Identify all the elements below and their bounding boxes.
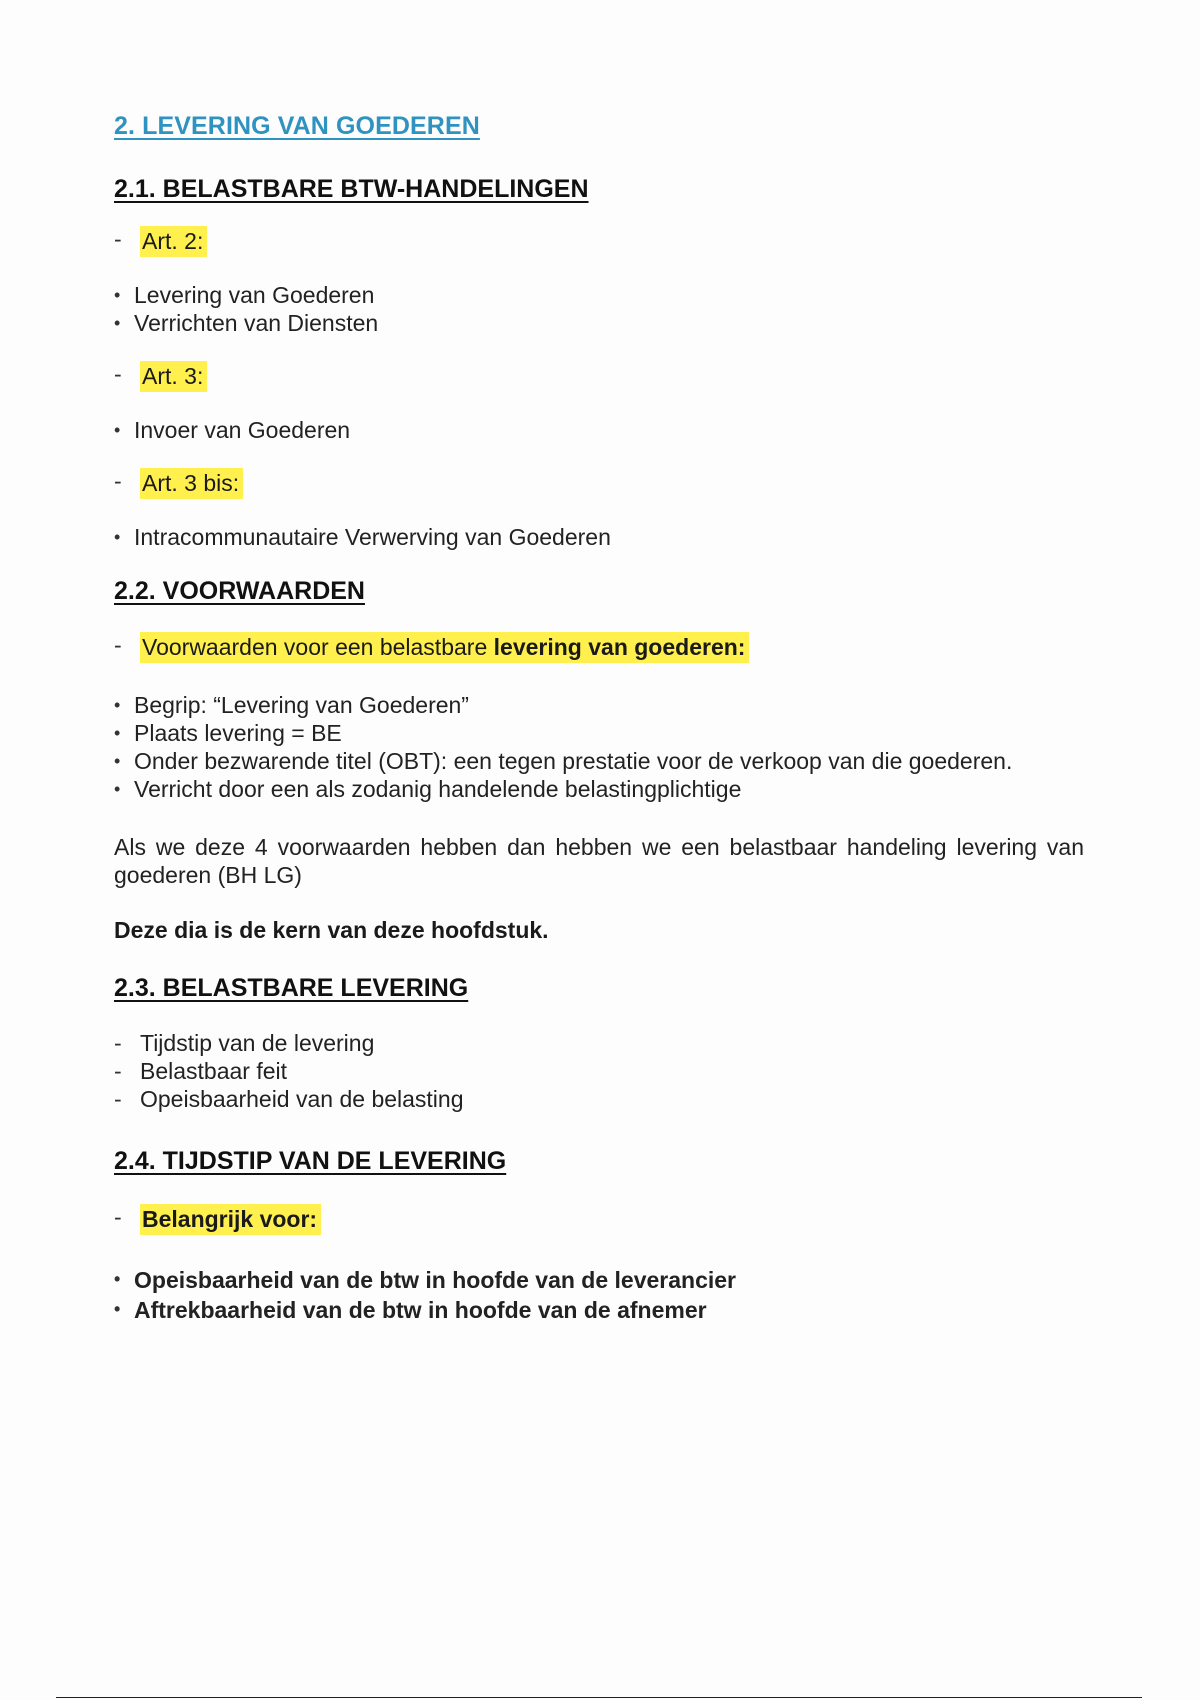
list-item: • Invoer van Goederen: [114, 417, 351, 443]
art-2-line: [114, 226, 1084, 257]
art-3-bis-line: [114, 468, 1084, 499]
dash-marker: -: [114, 468, 122, 494]
bullet-icon: •: [114, 1269, 121, 1289]
bullet-icon: •: [114, 695, 121, 715]
document-page: [114, 112, 1084, 1349]
kern-note: Deze dia is de kern van deze hoofdstuk.: [114, 917, 549, 943]
list-item: - Belastbaar feit: [114, 1058, 288, 1084]
list-item: • Levering van Goederen: [114, 282, 375, 308]
dash-marker: -: [114, 1058, 122, 1084]
dash-marker: -: [114, 1030, 122, 1056]
art-2-label: Art. 2:: [140, 226, 207, 257]
bullet-icon: •: [114, 527, 121, 547]
section-heading-voorwaarden: 2.2. VOORWAARDEN: [114, 577, 365, 605]
bullet-icon: •: [114, 285, 121, 305]
voorwaarden-list: [114, 691, 1084, 803]
bullet-icon: •: [114, 751, 121, 771]
list-item: • Begrip: “Levering van Goederen”: [114, 692, 469, 718]
dash-marker: -: [114, 1086, 122, 1112]
belangrijk-line: [114, 1204, 1084, 1235]
section-heading-belastbare-btw-handelingen: 2.1. BELASTBARE BTW-HANDELINGEN: [114, 175, 589, 203]
art-3-label: Art. 3:: [140, 361, 207, 392]
bullet-icon: •: [114, 313, 121, 333]
page-title: 2. LEVERING VAN GOEDEREN: [114, 112, 480, 140]
list-item: - Tijdstip van de levering: [114, 1030, 375, 1056]
list-item: • Verricht door een als zodanig handelende belastingplichtige: [114, 776, 742, 802]
bullet-icon: •: [114, 779, 121, 799]
dash-marker: -: [114, 1204, 122, 1230]
list-item: • Aftrekbaarheid van de btw in hoofde van de afnemer: [114, 1297, 707, 1323]
section-heading-belastbare-levering: 2.3. BELASTBARE LEVERING: [114, 974, 469, 1002]
list-item: • Intracommunautaire Verwerving van Goederen: [114, 524, 611, 550]
list-item: • Opeisbaarheid van de btw in hoofde van de leverancier: [114, 1267, 737, 1293]
voorwaarden-lead: Voorwaarden voor een belastbare levering van goederen:: [140, 632, 749, 663]
art-3-bis-label: Art. 3 bis:: [140, 468, 243, 499]
art-2-list: [114, 281, 1084, 337]
section-heading-tijdstip-van-de-levering: 2.4. TIJDSTIP VAN DE LEVERING: [114, 1147, 507, 1175]
dash-marker: -: [114, 361, 122, 387]
bullet-icon: •: [114, 723, 121, 743]
art-3-line: [114, 361, 1084, 392]
dash-marker: -: [114, 226, 122, 252]
list-item: - Opeisbaarheid van de belasting: [114, 1086, 464, 1112]
list-item: • Plaats levering = BE: [114, 720, 342, 746]
dash-marker: -: [114, 632, 122, 658]
voorwaarden-paragraph: Als we deze 4 voorwaarden hebben dan hebben we een belastbaar handeling levering van goederen (BH LG): [114, 834, 1084, 888]
page-bottom-rule: [56, 1697, 1142, 1698]
art-3-bis-list: [114, 523, 1084, 551]
art-3-list: [114, 416, 1084, 444]
belastbare-levering-list: [114, 1029, 1084, 1113]
bullet-icon: •: [114, 420, 121, 440]
belangrijk-label: Belangrijk voor:: [140, 1204, 321, 1235]
belangrijk-list: [114, 1265, 1084, 1325]
list-item: • Onder bezwarende titel (OBT): een tegen prestatie voor de verkoop van die goederen.: [114, 748, 1013, 774]
voorwaarden-lead-line: [114, 632, 1084, 663]
list-item: • Verrichten van Diensten: [114, 310, 379, 336]
bullet-icon: •: [114, 1299, 121, 1319]
